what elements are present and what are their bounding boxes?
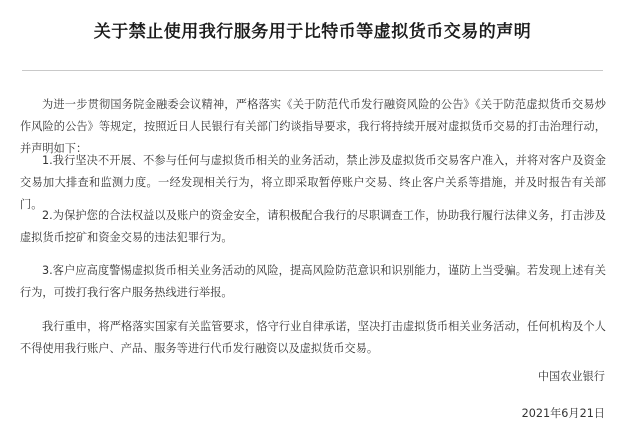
- statement-item-2: 2.为保护您的合法权益以及账户的资金安全，请积极配合我行的尽职调查工作，协助我行履行法律义务，打击涉及虚拟货币挖矿和资金交易的违法犯罪行为。: [20, 209, 606, 244]
- statement-item-1: 1.我行坚决不开展、不参与任何与虚拟货币相关的业务活动，禁止涉及虚拟货币交易客户准入，并将对客户及资金交易加大排查和监测力度。一经发现相关行为，将立即采取暂停账户交易、终止客户关系等措施，并及时报告有关部门。: [20, 154, 606, 211]
- document-title: 关于禁止使用我行服务用于比特币等虚拟货币交易的声明: [93, 22, 532, 42]
- closing-paragraph: 我行重申，将严格落实国家有关监管要求，恪守行业自律承诺，坚决打击虚拟货币相关业务活动，任何机构及个人不得使用我行账户、产品、服务等进行代币发行融资以及虚拟货币交易。: [20, 320, 606, 355]
- intro-paragraph: 为进一步贯彻国务院金融委会议精神，严格落实《关于防范代币发行融资风险的公告》《关于防范虚拟货币交易炒作风险的公告》等规定，按照近日人民银行有关部门约谈指导要求，我行将持续开展对虚拟货币交易的打击治理行动，并声明如下：: [20, 98, 606, 155]
- statement-item-3: 3.客户应高度警惕虚拟货币相关业务活动的风险，提高风险防范意识和识别能力，谨防上当受骗。若发现上述有关行为，可拨打我行客户服务热线进行举报。: [20, 264, 606, 299]
- signature-date: 2021年6月21日: [521, 407, 605, 420]
- title-divider: [22, 70, 603, 71]
- signature-organization: 中国农业银行: [537, 370, 605, 383]
